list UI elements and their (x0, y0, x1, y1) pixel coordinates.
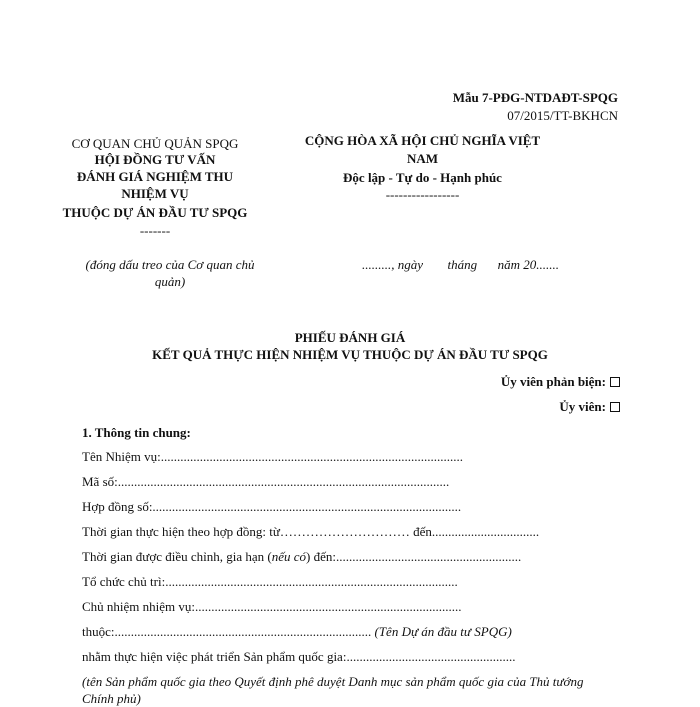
form-code-line1: Mẫu 7-PĐG-NTDAĐT-SPQG (452, 90, 618, 105)
section1-heading: 1. Thông tin chung: (82, 425, 191, 440)
date-line (362, 257, 559, 273)
belongs-note: (Tên Dự án đầu tư SPQG) (374, 624, 512, 639)
period-to: đến................................. (413, 524, 540, 539)
reviewer-label: Ủy viên phản biện: (500, 374, 606, 389)
belongs-label: thuộc:............................................................................... (82, 624, 372, 639)
date-nam: năm 20....... (497, 257, 560, 272)
council-line4: THUỘC DỰ ÁN ĐẦU TƯ SPQG (62, 205, 248, 220)
member-checkbox[interactable] (610, 402, 620, 412)
member-label: Ủy viên: (559, 399, 606, 414)
period-from-dots: ………………………… (279, 524, 410, 539)
field-contract[interactable]: Hợp đồng số:............................................................................................... (82, 499, 462, 514)
adjusted-label-italic: nếu có (271, 549, 307, 564)
right-divider: ----------------- (385, 187, 460, 202)
field-host-org[interactable]: Tổ chức chủ trì:.......................................................................................... (82, 574, 458, 589)
reviewer-role (501, 374, 620, 390)
reviewer-checkbox[interactable] (610, 377, 620, 387)
field-task-name[interactable]: Tên Nhiệm vụ:............................................................................................. (82, 449, 463, 464)
adjusted-label-b: ) đến:......................................................... (306, 549, 522, 564)
note-line1: (tên Sản phẩm quốc gia theo Quyết định phê duyệt Danh mục sản phẩm quốc gia của Thủ tướng (82, 674, 584, 689)
title-line1: PHIẾU ĐÁNH GIÁ (294, 330, 406, 345)
member-role (559, 399, 620, 415)
title-line2: KẾT QUẢ THỰC HIỆN NHIỆM VỤ THUỘC DỰ ÁN ĐẦU TƯ SPQG (152, 347, 548, 362)
note-line2: Chính phủ) (82, 691, 141, 706)
field-adjusted-period[interactable] (82, 549, 521, 565)
adjusted-label-a: Thời gian được điều chỉnh, gia hạn ( (82, 549, 272, 564)
field-belongs-to[interactable] (82, 624, 512, 640)
stamp-note-line2: quản) (154, 274, 186, 289)
agency-name: CƠ QUAN CHỦ QUẢN SPQG (71, 136, 239, 151)
form-code-line2: 07/2015/TT-BKHCN (507, 108, 618, 123)
country-line2: NAM (406, 151, 439, 166)
stamp-note-line1: (đóng dấu treo của Cơ quan chủ (85, 257, 255, 272)
field-task-leader[interactable]: Chủ nhiệm nhiệm vụ:.................................................................................. (82, 599, 462, 614)
field-period[interactable] (82, 524, 539, 540)
date-thang: tháng (447, 257, 478, 272)
left-divider: ------- (139, 223, 171, 238)
council-line2: ĐÁNH GIÁ NGHIỆM THU (76, 169, 234, 184)
period-label: Thời gian thực hiện theo hợp đồng: từ (82, 524, 280, 539)
council-line3: NHIỆM VỤ (121, 186, 189, 201)
council-line1: HỘI ĐỒNG TƯ VẤN (94, 152, 216, 167)
motto: Độc lập - Tự do - Hạnh phúc (343, 170, 502, 185)
date-place: ......... (362, 257, 392, 272)
field-purpose[interactable]: nhằm thực hiện việc phát triển Sản phẩm quốc gia:.................................................... (82, 649, 516, 664)
field-code[interactable]: Mã số:...................................................................................................... (82, 474, 450, 489)
date-ngay: , ngày (391, 257, 424, 272)
country-line1: CỘNG HÒA XÃ HỘI CHỦ NGHĨA VIỆT (304, 133, 541, 148)
